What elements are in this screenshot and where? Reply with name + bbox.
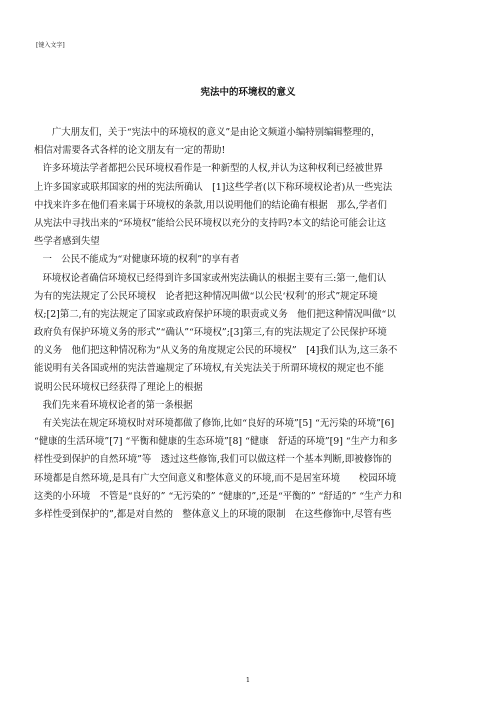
body-line: 有关宪法在规定环境权时对环境都做了修饰,比如“良好的环境”[5] “无污染的环境”[6] xyxy=(42,418,395,429)
page-number: 1 xyxy=(245,676,251,684)
body-line: 中找来许多在他们看来属于环境权的条款,用以说明他们的结论确有根据 那么,学者们 xyxy=(34,199,387,211)
body-line: 为有的宪法规定了公民环境权 论者把这种情况叫做“以公民‘权利’的形式”规定环境 xyxy=(34,290,378,302)
body-line: 上许多国家或联邦国家的州的宪法所确认 [1]这些学者(以下称环境权论者)从一些宪法 xyxy=(34,181,393,193)
body-line: 环境权论者确信环境权已经得到许多国家或州宪法确认的根据主要有三:第一,他们认 xyxy=(42,272,387,284)
body-line: 的义务 他们把这种情况称为“从义务的角度规定公民的环境权” [4]我们认为,这三条不 xyxy=(34,345,398,357)
body-line: 政府负有保护环境义务的形式”“确认”“环境权”;[3]第三,有的宪法规定了公民保护环境 xyxy=(34,327,387,339)
body-line: “健康的生活环境”[7] “平衡和健康的生态环境”[8] “健康 舒适的环境”[9] “生产力和多 xyxy=(34,436,398,448)
body-line: 样性受到保护的自然环境”等 透过这些修饰,我们可以做这样一个基本判断,即被修饰的 xyxy=(34,454,392,466)
body-line: 说明公民环境权已经获得了理论上的根据 xyxy=(34,381,203,393)
section-heading: 一 公民不能成为“对健康环境的权利”的享有者 xyxy=(42,254,240,266)
body-line: 广大朋友们，关于“宪法中的环境权的意义”是由论文频道小编特别编辑整理的， xyxy=(51,127,381,138)
document-title: 宪法中的环境权的意义 xyxy=(200,87,296,98)
body-line: 从宪法中寻找出来的“环境权”能给公民环境权以充分的支持吗?本文的结论可能会让这 xyxy=(34,217,387,229)
body-line: 我们先来看环境权论者的第一条根据 xyxy=(42,399,193,411)
body-line: 环境都是自然环境,是具有广大空间意义和整体意义的环境,而不是居室环境 校园环境 xyxy=(34,472,397,484)
body-line: 能说明有关各国或州的宪法普遍规定了环境权,有关宪法关于所谓环境权的规定也不能 xyxy=(34,363,384,375)
document-body xyxy=(34,124,464,524)
body-line: 多样性受到保护的”,都是对自然的 整体意义上的环境的限制 在这些修饰中,尽管有些 xyxy=(34,508,392,520)
body-line: 许多环境法学者都把公民环境权看作是一种新型的人权,并认为这种权利已经被世界 xyxy=(42,163,383,175)
body-line: 这类的小环境 不管是“良好的” “无污染的” “健康的”,还是“平衡的” “舒适的” “生产力和 xyxy=(34,490,402,502)
header-placeholder[interactable]: [键入文字] xyxy=(36,42,65,49)
body-line: 权;[2]第二,有的宪法规定了国家或政府保护环境的职责或义务 他们把这种情况叫做“以 xyxy=(34,308,396,320)
body-line: 些学者感到失望 xyxy=(34,236,100,248)
body-line: 相信对需要各式各样的论文朋友有一定的帮助! xyxy=(34,145,226,157)
